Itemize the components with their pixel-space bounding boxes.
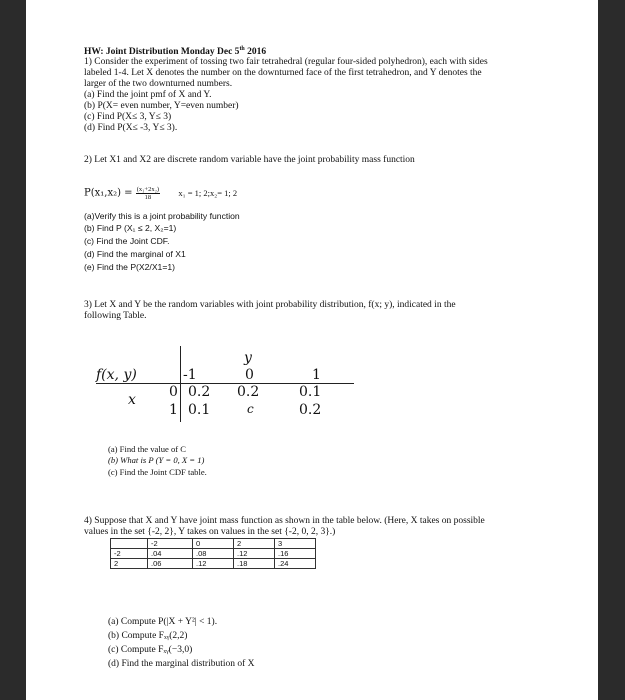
q4-part-d: (d) Find the marginal distribution of X — [108, 659, 255, 669]
q2-part-a: (a)Verify this is a joint probability function — [84, 211, 240, 221]
q1-line2: labeled 1-4. Let X denotes the number on the downturned face of the first tetrahedron, and Y denotes the — [84, 68, 482, 78]
q4-table-header-row — [111, 539, 316, 549]
q1-part-a: (a) Find the joint pmf of X and Y. — [84, 90, 212, 100]
q3-part-c: (c) Find the Joint CDF table. — [108, 467, 207, 477]
q3-table-x-label: x — [128, 392, 136, 408]
q1-line1: 1) Consider the experiment of tossing two fair tetrahedral (regular four-sided polyhedron), each with sides — [84, 57, 488, 67]
q3-part-b: (b) What is P (Y = 0, X = 1) — [108, 455, 205, 465]
q4-table-header-cell: 2 — [234, 539, 275, 549]
q4-table-header-cell: 3 — [275, 539, 316, 549]
hw-title-text: HW: Joint Distribution Monday Dec 5 — [84, 47, 240, 58]
q4-table-cell: .08 — [193, 549, 234, 559]
q2-formula-range: x₁ = 1; 2;x₂= 1; 2 — [178, 187, 238, 198]
q3-table-x-value: 1 — [169, 402, 178, 418]
q4-table-header-cell: 0 — [193, 539, 234, 549]
q4-line1: 4) Suppose that X and Y have joint mass function as shown in the table below. (Here, X takes on possible — [84, 516, 485, 526]
q4-line2: values in the set {-2, 2}, Y takes on values in the set {-2, 0, 2, 3}.) — [84, 527, 336, 537]
q3-line1: 3) Let X and Y be the random variables with joint probability distribution, f(x; y), indicated in the — [84, 300, 456, 310]
q1-part-c: (c) Find P(X≤ 3, Y≤ 3) — [84, 112, 172, 122]
q4-table-cell: .12 — [234, 549, 275, 559]
hw-title-sup: th — [239, 46, 245, 52]
q4-part-b: (b) Compute Fₓᵧ(2,2) — [108, 631, 188, 641]
q3-table-y-value: 1 — [312, 367, 321, 383]
q3-table-cell: 0.2 — [299, 402, 322, 418]
q2-line1: 2) Let X1 and X2 are discrete random variable have the joint probability mass function — [84, 155, 415, 165]
q3-part-a: (a) Find the value of C — [108, 444, 187, 454]
q4-table-cell: 2 — [111, 559, 148, 569]
q4-part-a: (a) Compute P(|X + Y²| < 1). — [108, 617, 218, 627]
q2-part-e: (e) Find the P(X2/X1=1) — [84, 262, 175, 272]
q2-formula-numerator: (x₁+2x₂) — [136, 186, 160, 193]
q4-table-cell: .06 — [148, 559, 193, 569]
hw-title-year: 2016 — [244, 47, 267, 58]
hw-title — [84, 46, 266, 57]
document-page — [26, 0, 598, 700]
q3-line2: following Table. — [84, 311, 147, 321]
q4-table-cell: .12 — [193, 559, 234, 569]
q1-part-d: (d) Find P(X≤ -3, Y≤ 3). — [84, 123, 178, 133]
q4-table-header-cell: -2 — [148, 539, 193, 549]
q4-mass-table — [110, 538, 316, 569]
q3-table-cell: 0.1 — [188, 402, 211, 418]
q3-table-cell: 0.1 — [299, 384, 322, 400]
q3-table-cell: c — [247, 402, 254, 416]
q4-table-cell: .04 — [148, 549, 193, 559]
q3-table-horizontal-rule — [96, 383, 354, 384]
q4-table-row — [111, 549, 316, 559]
q2-formula — [84, 186, 237, 201]
q4-table-header-cell — [111, 539, 148, 549]
q2-formula-fraction — [136, 186, 160, 201]
q3-table-cell: 0.2 — [188, 384, 211, 400]
q2-part-b: (b) Find P (X₁ ≤ 2, X₂=1) — [84, 223, 177, 233]
q2-part-c: (c) Find the Joint CDF. — [84, 236, 170, 246]
q3-table-y-label: y — [244, 350, 252, 366]
q4-table-cell: .18 — [234, 559, 275, 569]
q1-part-b: (b) P(X= even number, Y=even number) — [84, 101, 239, 111]
q3-table-vertical-rule — [180, 346, 181, 422]
q3-joint-table — [96, 346, 356, 426]
q3-table-corner: f(x, y) — [96, 367, 137, 383]
q4-table-cell: .24 — [275, 559, 316, 569]
q4-part-c: (c) Compute Fₓᵧ(−3,0) — [108, 645, 193, 655]
q1-line3: larger of the two downturned numbers. — [84, 79, 233, 89]
q4-table-cell: -2 — [111, 549, 148, 559]
q2-part-d: (d) Find the marginal of X1 — [84, 249, 186, 259]
q4-table-cell: .16 — [275, 549, 316, 559]
q2-formula-lhs: P(x₁,x₂) = — [84, 187, 136, 199]
q3-table-y-value: 0 — [245, 367, 254, 383]
q2-formula-denominator: 18 — [144, 194, 152, 201]
q3-table-y-value: -1 — [183, 367, 197, 383]
q3-table-x-value: 0 — [169, 384, 178, 400]
q4-table-row — [111, 559, 316, 569]
q3-table-cell: 0.2 — [237, 384, 260, 400]
